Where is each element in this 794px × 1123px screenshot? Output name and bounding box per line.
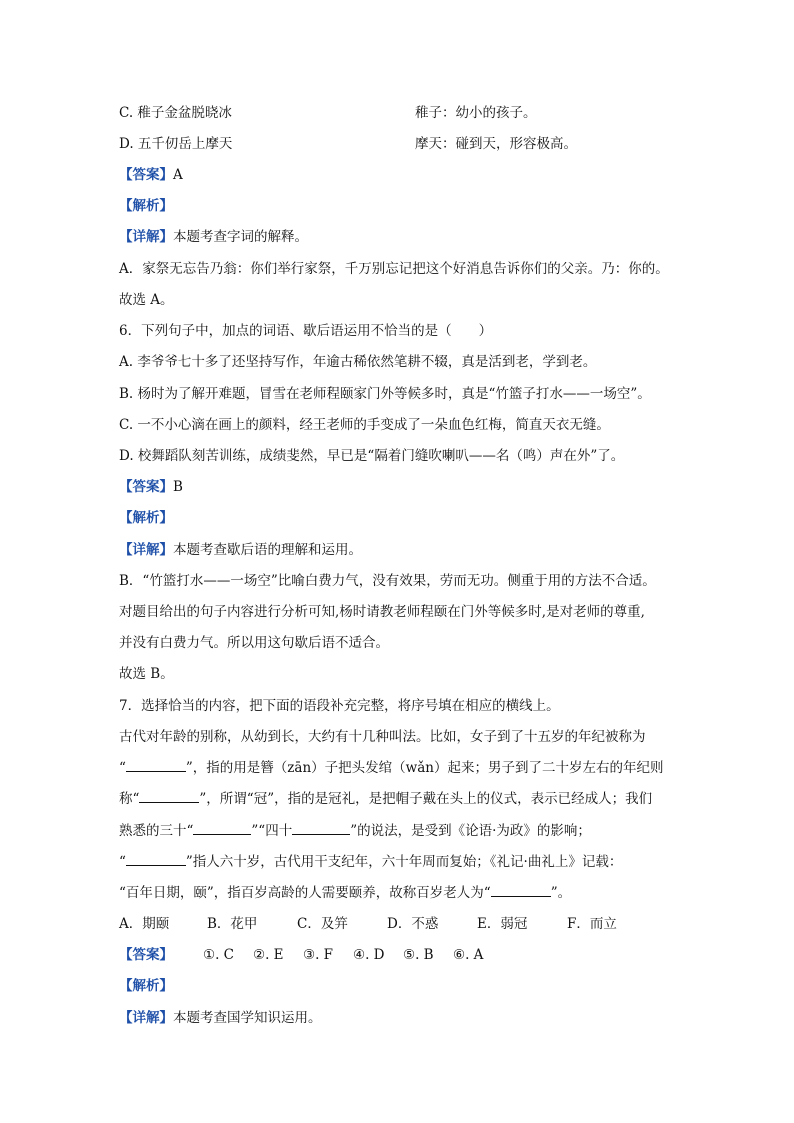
q7-detail (119, 1009, 322, 1027)
q7-paragraph-line-6 (119, 884, 571, 902)
text-fragment: “ (119, 854, 126, 870)
fill-blank-3[interactable] (193, 822, 251, 835)
q6-explanation-1: B．“竹篮打水——一场空”比喻白费力气，没有效果，劳而无功。侧重于用的方法不合适。 (119, 573, 656, 589)
q7-stem: 7．选择恰当的内容，把下面的语段补充完整，将序号填在相应的横线上。 (119, 698, 560, 714)
answer-value: B (173, 479, 183, 495)
text-fragment: ”。 (550, 885, 572, 901)
text-fragment: ”，所谓“冠”，指的是冠礼，是把帽子戴在头上的仪式，表示已经成人；我们 (199, 791, 653, 807)
q7-paragraph-line-5 (119, 853, 622, 871)
q5-conclusion: 故选 A。 (119, 292, 174, 308)
q6-explanation-2: 对题目给出的句子内容进行分析可知,杨时请教老师程颐在门外等候多时,是对老师的尊重, (119, 604, 645, 620)
q5-answer (119, 166, 183, 184)
text-fragment: 称“ (119, 791, 140, 807)
q5-analysis (119, 197, 173, 215)
fill-blank-2[interactable] (139, 790, 199, 803)
q5-explanation: A．家祭无忘告乃翁：你们举行家祭，千万别忘记把这个好消息告诉你们的父亲。乃：你的。 (119, 261, 669, 277)
q7-paragraph-line-3 (119, 790, 652, 808)
option-a: A．期颐 (119, 916, 170, 932)
q7-answer (119, 946, 483, 964)
q7-paragraph-line-2 (119, 759, 663, 777)
q6-option-c: C. 一不小心滴在画上的颜料，经王老师的手变成了一朵血色红梅，简直天衣无缝。 (119, 417, 610, 433)
fill-blank-5[interactable] (126, 853, 186, 866)
q5-option-c (119, 104, 537, 122)
detail-text: 本题考查国学知识运用。 (173, 1010, 322, 1026)
q5-option-c-gloss: 稚子：幼小的孩子。 (415, 105, 537, 121)
detail-tag: 【详解】 (119, 542, 173, 558)
fill-blank-6[interactable] (491, 884, 551, 897)
fill-blank-1[interactable] (126, 759, 186, 772)
q6-option-d: D. 校舞蹈队刻苦训练，成绩斐然，早已是“隔着门缝吹喇叭——名（鸣）声在外”了。 (119, 448, 625, 464)
option-d: D．不惑 (387, 916, 439, 932)
q5-option-d (119, 135, 577, 153)
option-c: C．及笄 (297, 916, 348, 932)
q6-conclusion: 故选 B。 (119, 666, 174, 682)
detail-text: 本题考查歇后语的理解和运用。 (173, 542, 362, 558)
detail-tag: 【详解】 (119, 1010, 173, 1026)
analysis-tag: 【解析】 (119, 978, 173, 994)
option-e: E．弱冠 (477, 916, 528, 932)
answer-tag: 【答案】 (119, 947, 173, 963)
q7-options (119, 915, 617, 933)
q6-stem: 6．下列句子中，加点的词语、歇后语运用不恰当的是（ ） (119, 323, 493, 339)
answer-2: ②. E (253, 947, 284, 963)
answer-value: A (173, 167, 183, 183)
q5-option-d-text: D. 五千仞岳上摩天 (119, 136, 233, 152)
text-fragment: “百年日期，颐”，指百岁高龄的人需要颐养，故称百岁老人为“ (119, 885, 491, 901)
answer-tag: 【答案】 (119, 167, 173, 183)
q6-detail (119, 541, 362, 559)
text-fragment: “ (119, 760, 126, 776)
fill-blank-4[interactable] (292, 822, 350, 835)
text-fragment: 熟悉的三十“ (119, 823, 194, 839)
detail-text: 本题考查字词的解释。 (173, 229, 308, 245)
answer-6: ⑥. A (453, 947, 484, 963)
option-b: B．花甲 (207, 916, 258, 932)
detail-tag: 【详解】 (119, 229, 173, 245)
analysis-tag: 【解析】 (119, 510, 173, 526)
q6-option-a: A. 李爷爷七十多了还坚持写作，年逾古稀依然笔耕不辍，真是活到老，学到老。 (119, 354, 597, 370)
answer-tag: 【答案】 (119, 479, 173, 495)
q7-paragraph-line-4 (119, 822, 591, 840)
q6-explanation-3: 并没有白费力气。所以用这句歇后语不适合。 (119, 635, 389, 651)
text-fragment: ”指人六十岁，古代用干支纪年，六十年周而复始；《礼记·曲礼上》记载： (185, 854, 623, 870)
text-fragment: ”，指的用是簪（zān）子把头发绾（wǎn）起来；男子到了二十岁左右的年纪则 (185, 760, 664, 776)
text-fragment: ”“四十 (251, 823, 293, 839)
answer-4: ④. D (353, 947, 385, 963)
answer-5: ⑤. B (403, 947, 434, 963)
q6-answer (119, 478, 183, 496)
q5-option-c-text: C. 稚子金盆脱晓冰 (119, 105, 232, 121)
q5-detail (119, 228, 308, 246)
answer-1: ①. C (203, 947, 235, 963)
q5-option-d-gloss: 摩天：碰到天，形容极高。 (415, 136, 577, 152)
answer-3: ③. F (303, 947, 334, 963)
option-f: F．而立 (567, 916, 617, 932)
q6-option-b: B. 杨时为了解开难题，冒雪在老师程颐家门外等候多时，真是“竹篮子打水——一场空”。 (119, 386, 651, 402)
q6-analysis (119, 509, 173, 527)
q7-analysis (119, 977, 173, 995)
q7-paragraph-line-1: 古代对年龄的别称，从幼到长，大约有十几种叫法。比如，女子到了十五岁的年纪被称为 (119, 729, 646, 745)
text-fragment: ”的说法，是受到《论语·为政》的影响； (350, 823, 591, 839)
analysis-tag: 【解析】 (119, 198, 173, 214)
